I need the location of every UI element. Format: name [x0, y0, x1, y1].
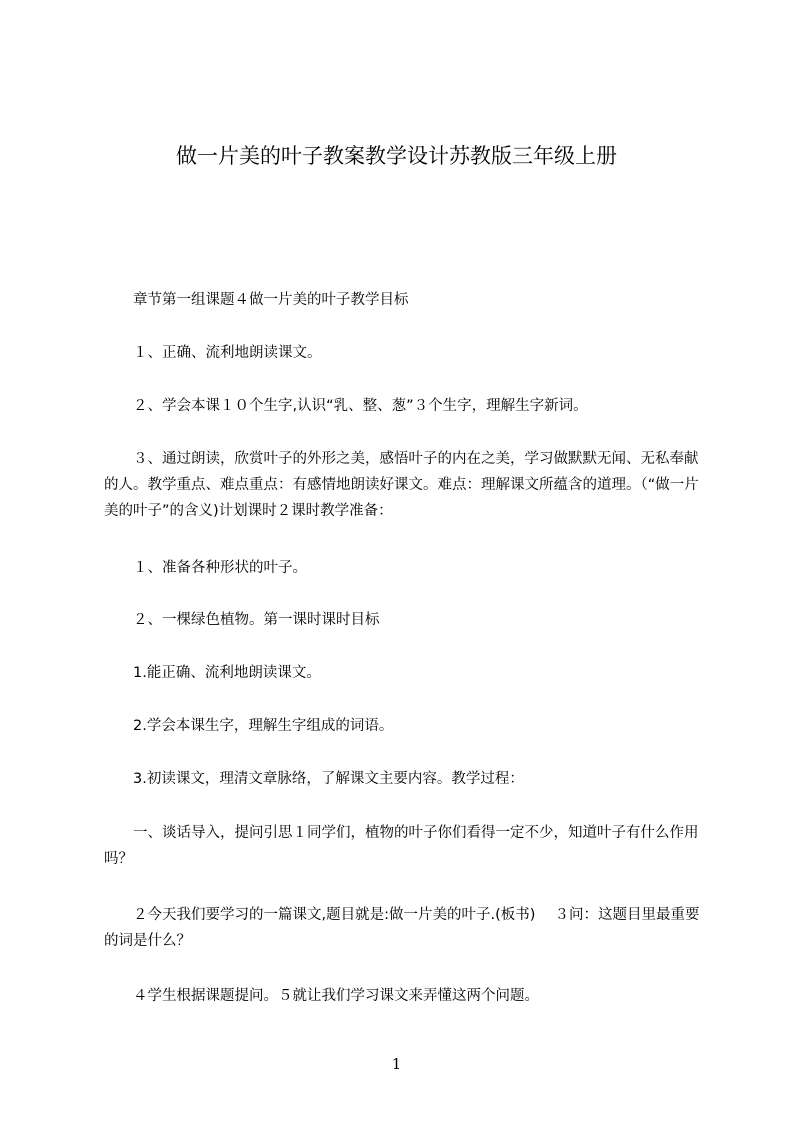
paragraph-10: 一、谈话导入，提问引思１同学们，植物的叶子你们看得一定不少，知道叶子有什么作用吗？ [104, 825, 699, 867]
paragraph-2: １、正确、流利地朗读课文。 [133, 345, 322, 361]
paragraph-9: 3.初读课文，理清文章脉络，了解课文主要内容。教学过程： [133, 771, 524, 787]
paragraph-12: ４学生根据课题提问。５就让我们学习课文来弄懂这两个问题。 [133, 988, 539, 1004]
paragraph-1: 章节第一组课题４做一片美的叶子教学目标 [133, 292, 409, 308]
paragraph-11: ２今天我们要学习的一篇课文,题目就是:做一片美的叶子.(板书) ３问：这题目里最重要的词是什么？ [104, 907, 700, 949]
paragraph-3: ２、学会本课１０个生字,认识“乳、整、葱”３个生字，理解生字新词。 [133, 398, 588, 414]
paragraph-5: １、准备各种形状的叶子。 [133, 560, 307, 576]
paragraph-6: ２、一棵绿色植物。第一课时课时目标 [133, 612, 380, 628]
paragraph-7: 1.能正确、流利地朗读课文。 [133, 665, 321, 681]
page-title: 做一片美的叶子教案教学设计苏教版三年级上册 [176, 144, 617, 168]
paragraph-8: 2.学会本课生字，理解生字组成的词语。 [133, 718, 394, 734]
page-number: 1 [391, 1055, 402, 1073]
paragraph-4: ３、通过朗读，欣赏叶子的外形之美，感悟叶子的内在之美，学习做默默无闻、无私奉献的人。教学重点、难点重点：有感情地朗读好课文。难点：理解课文所蕴含的道理。（“做一片美的叶子”的含义)计划课时２课时教学准备： [104, 451, 699, 519]
